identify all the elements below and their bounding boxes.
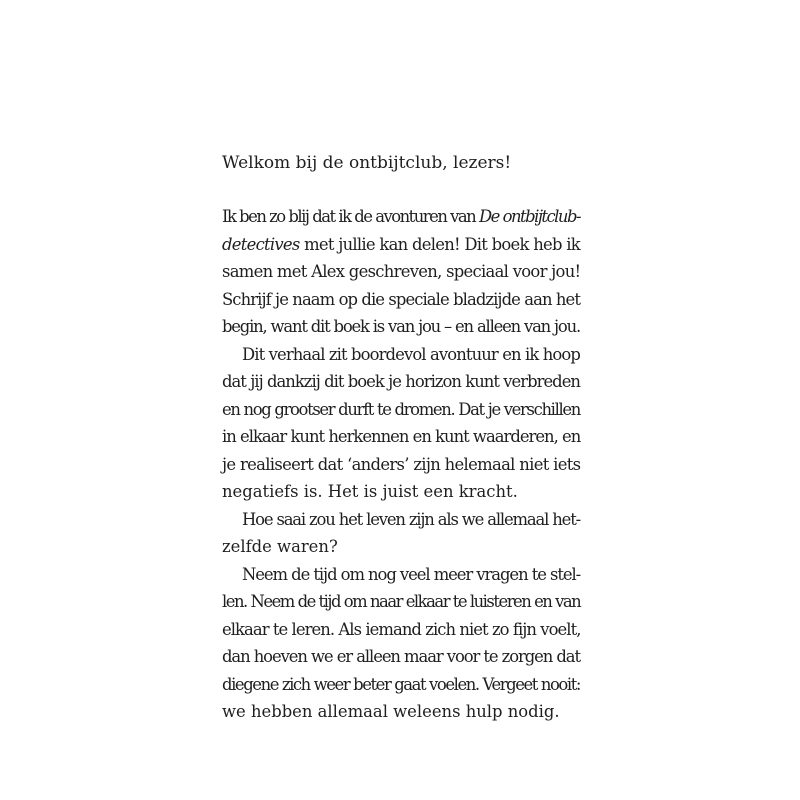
text-line: in elkaar kunt herkennen en kunt waarderen, en bbox=[222, 427, 581, 446]
paragraph-1 bbox=[222, 203, 580, 341]
text-line: dan hoeven we er alleen maar voor te zorgen dat bbox=[222, 647, 580, 666]
text-segment: Ik ben zo blij dat ik de avonturen van bbox=[222, 207, 479, 226]
text-line: Hoe saai zou het leven zijn als we allemaal het- bbox=[242, 509, 580, 529]
paragraph-4 bbox=[222, 561, 580, 726]
text-line bbox=[222, 203, 580, 231]
text-line: Dit verhaal zit boordevol avontuur en ik hoop bbox=[242, 344, 580, 364]
paragraph-2 bbox=[222, 341, 580, 506]
text-line: Neem de tijd om nog veel meer vragen te stel- bbox=[242, 564, 581, 584]
paragraph-3 bbox=[222, 506, 580, 561]
text-line: en nog grootser durft te dromen. Dat je verschillen bbox=[222, 399, 580, 419]
text-line: begin, want dit boek is van jou – en alleen van jou. bbox=[222, 317, 580, 336]
book-title-part: detectives bbox=[222, 234, 300, 254]
text-line: je realiseert dat ‘anders’ zijn helemaal niet iets bbox=[222, 454, 581, 474]
text-line: elkaar te leren. Als iemand zich niet zo fijn voelt, bbox=[222, 619, 581, 639]
text-line: negatiefs is. Het is juist een kracht. bbox=[222, 482, 518, 501]
text-segment: met jullie kan delen! Dit boek heb ik bbox=[299, 234, 580, 254]
greeting-heading: Welkom bij de ontbijtclub, lezers! bbox=[222, 153, 512, 173]
text-line: we hebben allemaal weleens hulp nodig. bbox=[222, 702, 560, 721]
text-line: samen met Alex geschreven, speciaal voor jou! bbox=[222, 262, 581, 281]
text-line: dat jij dankzij dit boek je horizon kunt verbreden bbox=[222, 372, 580, 391]
book-title-part: De ontbijtclub- bbox=[478, 207, 580, 226]
text-line: len. Neem de tijd om naar elkaar te luisteren en van bbox=[222, 592, 581, 611]
text-line bbox=[222, 231, 580, 259]
text-line: zelfde waren? bbox=[222, 537, 338, 556]
text-line: diegene zich weer beter gaat voelen. Vergeet nooit: bbox=[222, 674, 580, 694]
text-line: Schrijf je naam op die speciale bladzijde aan het bbox=[222, 289, 580, 309]
letter-body bbox=[222, 203, 580, 726]
